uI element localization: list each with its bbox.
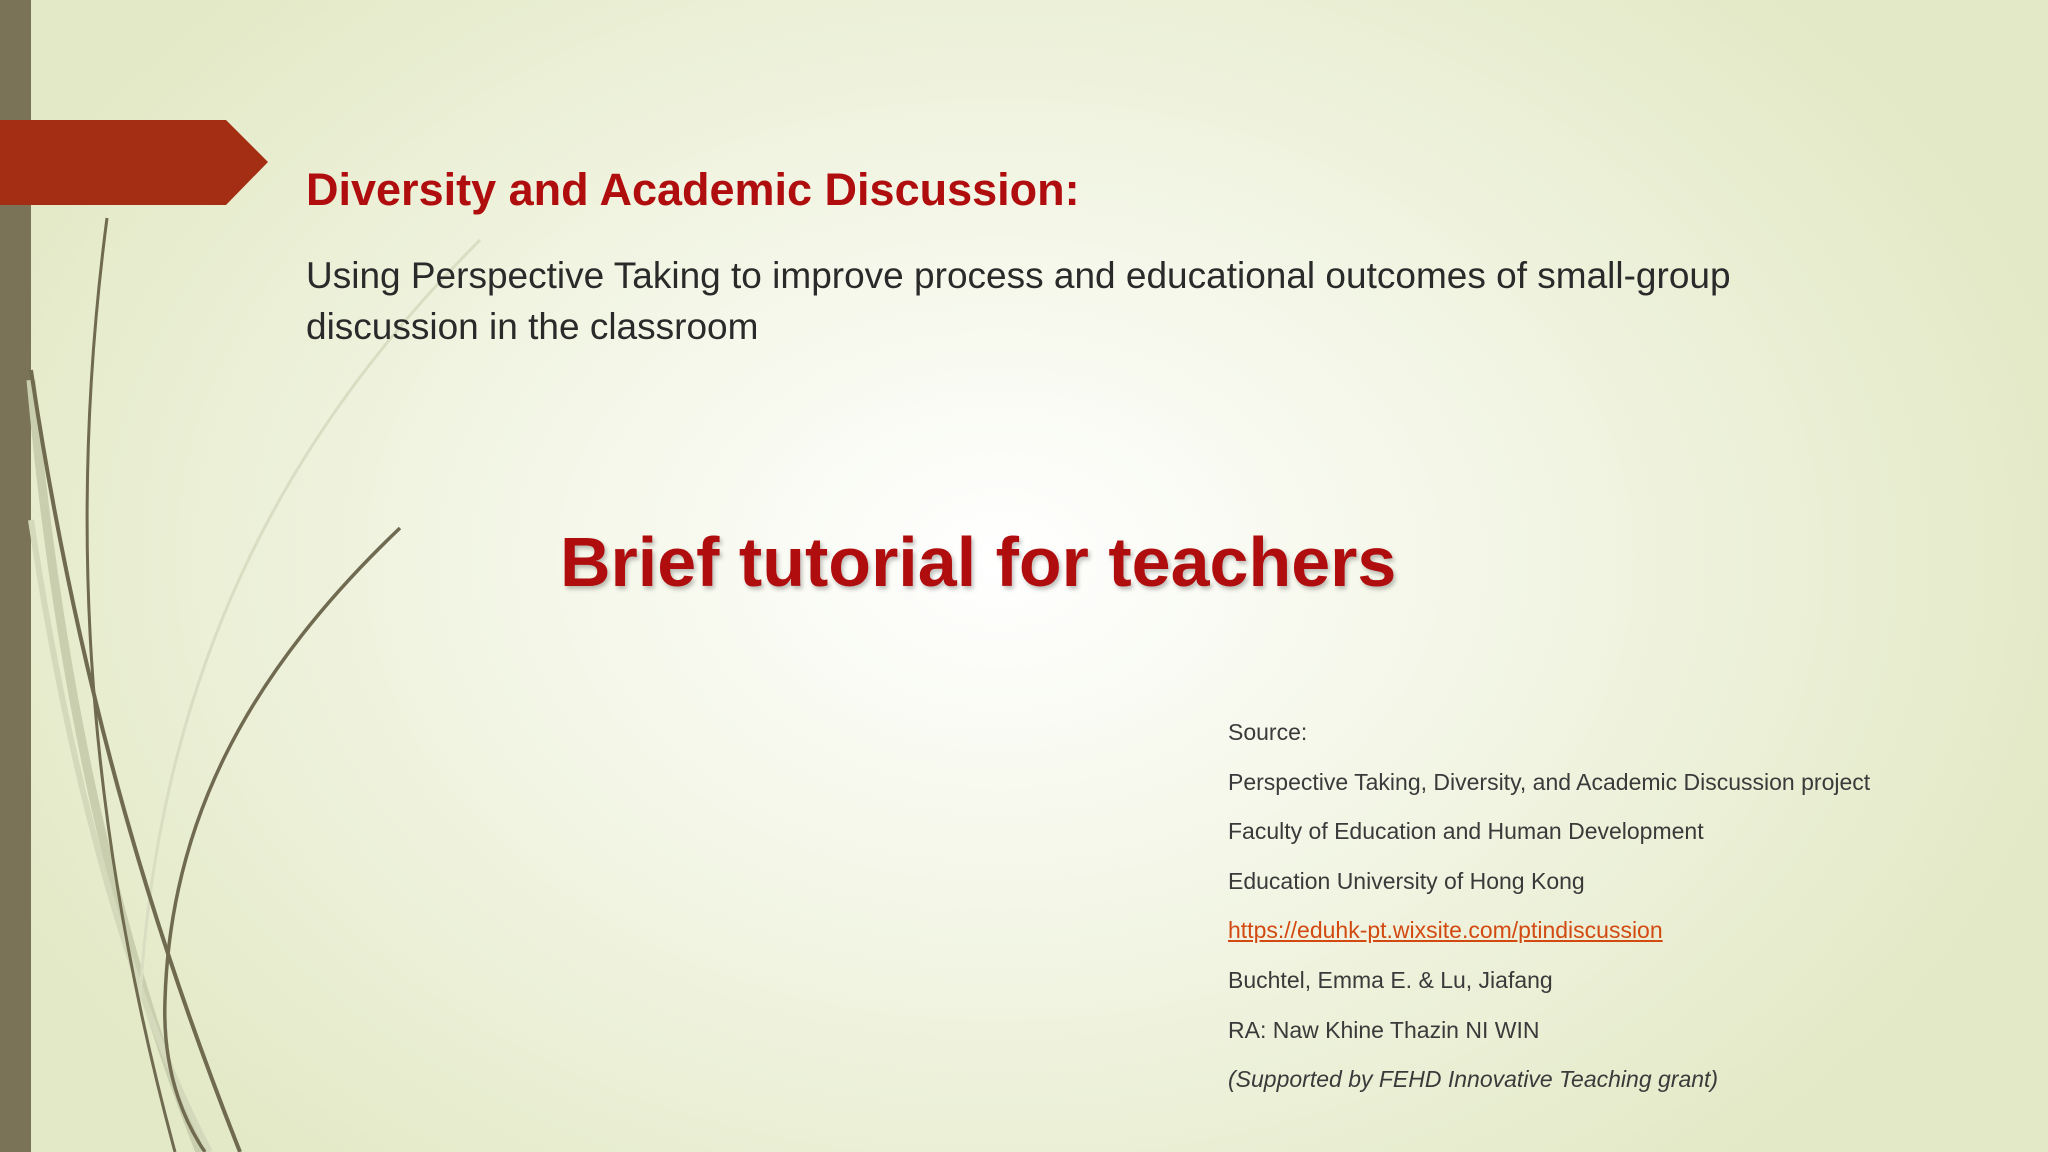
source-label: Source: — [1228, 719, 1308, 745]
title-arrow-banner — [0, 120, 268, 205]
slide-subtitle: Using Perspective Taking to improve process and educational outcomes of small-group discussion in the classroom — [306, 255, 1731, 347]
left-decorative-bar — [0, 0, 31, 1152]
project-website-link[interactable]: https://eduhk-pt.wixsite.com/ptindiscussion — [1228, 917, 1663, 944]
source-link-item — [1228, 906, 2008, 956]
source-ra: RA: Naw Khine Thazin NI WIN — [1228, 1016, 1540, 1043]
source-project: Perspective Taking, Diversity, and Academic Discussion project — [1228, 768, 1871, 795]
tutorial-heading: Brief tutorial for teachers — [560, 523, 1397, 601]
source-university: Education University of Hong Kong — [1228, 867, 1585, 894]
source-credits — [1228, 708, 2008, 1105]
source-authors: Buchtel, Emma E. & Lu, Jiafang — [1228, 966, 1553, 993]
source-support: (Supported by FEHD Innovative Teaching grant) — [1228, 1066, 1719, 1093]
source-faculty: Faculty of Education and Human Development — [1228, 818, 1704, 845]
slide-title: Diversity and Academic Discussion: — [306, 164, 1080, 215]
